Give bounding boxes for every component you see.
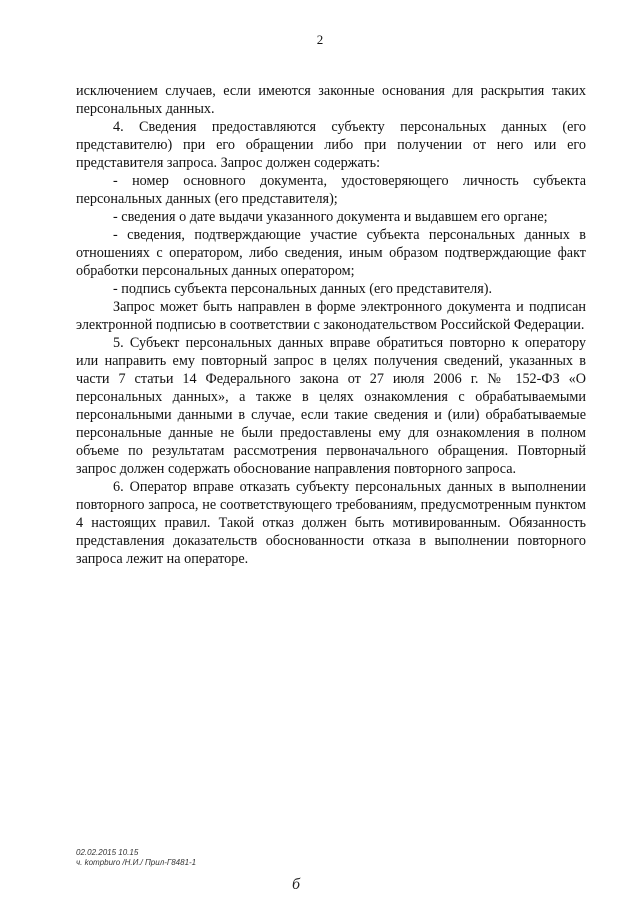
page-number: 2 [316,32,324,47]
list-item-relationship-info: - сведения, подтверждающие участие субъекта персональных данных в отношениях с оператором, либо сведения, иным образом подтверждающие факт обработки персональных данных оператором; [76,227,586,279]
list-item-document-number: - номер основного документа, удостоверяющего личность субъекта персональных данных (его представителя); [76,173,586,207]
paragraph-continuation: исключением случаев, если имеются законные основания для раскрытия таких персональных данных. [76,83,586,117]
paragraph-item-6: 6. Оператор вправе отказать субъекту персональных данных в выполнении повторного запроса, не соответствующего требованиям, предусмотренным пунктом 4 настоящих правил. Такой отказ должен быть мотивированным. Обязанность представления доказательств обоснованности отказа в выполнении повторного запроса лежит на операторе. [76,479,586,567]
document-body [76,82,586,568]
paragraph-electronic-request: Запрос может быть направлен в форме электронного документа и подписан электронной подписью в соответствии с законодательством Российской Федерации. [76,299,586,333]
list-item-signature: - подпись субъекта персональных данных (его представителя). [113,281,493,297]
paragraph-item-4: 4. Сведения предоставляются субъекту персональных данных (его представителю) при его обращении либо при получении от него или его представителя запроса. Запрос должен содержать: [76,119,586,171]
footer-file-ref: ч. kompburo /Н.И./ Прил-Г8481-1 [76,858,197,867]
footer-date: 02.02.2015 10.15 [76,848,139,857]
document-footer [76,848,196,868]
handwritten-mark: б [292,876,301,893]
paragraph-item-5: 5. Субъект персональных данных вправе обратиться повторно к оператору или направить ему повторный запрос в целях получения сведений, указанных в части 7 статьи 14 Федерального закона от 27 июля 2006 г. № 152-ФЗ «О персональных данных», а также в целях ознакомления с обрабатываемыми персональными данными в случае, если такие сведения и (или) обрабатываемые персональные данные не были предоставлены ему для ознакомления в полном объеме по результатам рассмотрения первоначального обращения. Повторный запрос должен содержать обоснование направления повторного запроса. [76,335,586,477]
list-item-issue-date: - сведения о дате выдачи указанного документа и выдавшем его органе; [113,209,548,225]
